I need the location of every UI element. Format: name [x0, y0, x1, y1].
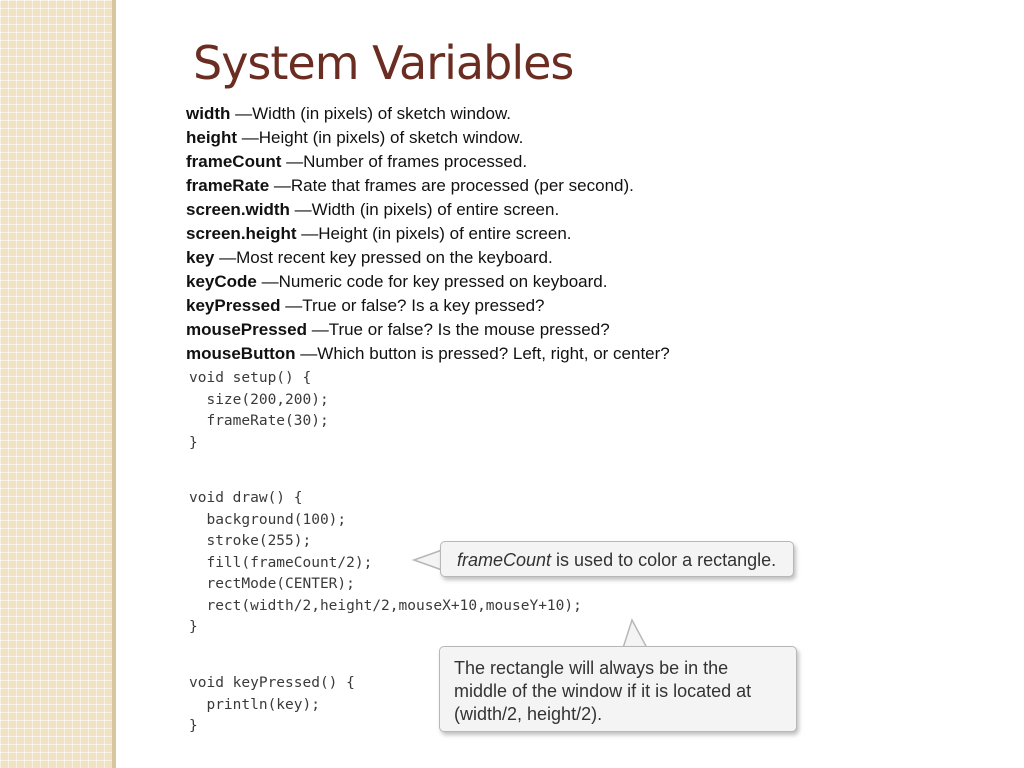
variable-description: —Rate that frames are processed (per second).: [273, 176, 634, 195]
code-block-keypressed: void keyPressed() { println(key); }: [189, 675, 355, 734]
variable-description: —Number of frames processed.: [286, 152, 528, 171]
callout-rectangle: [439, 646, 797, 732]
variable-item: [186, 294, 1006, 318]
variable-name: keyCode: [186, 272, 257, 291]
variable-item: [186, 246, 1006, 270]
variable-description: —True or false? Is the mouse pressed?: [311, 320, 610, 339]
variable-name: frameRate: [186, 176, 270, 195]
variable-name: height: [186, 128, 237, 147]
code-block-setup: void setup() { size(200,200); frameRate(30); }: [189, 370, 329, 451]
variable-name: width: [186, 104, 231, 123]
variable-description: —Width (in pixels) of entire screen.: [294, 200, 560, 219]
variable-name: frameCount: [186, 152, 282, 171]
callout-framecount-term: frameCount: [457, 550, 552, 570]
variable-name: mouseButton: [186, 344, 296, 363]
variable-name: mousePressed: [186, 320, 307, 339]
callout-rectangle-text: The rectangle will always be in the middle of the window if it is located at (width/2, height/2).: [454, 658, 752, 724]
variable-item: [186, 222, 1006, 246]
variable-name: key: [186, 248, 215, 267]
variable-item: [186, 318, 1006, 342]
callout-framecount: [440, 541, 794, 577]
variable-description: —True or false? Is a key pressed?: [285, 296, 545, 315]
decorative-side-strip: [0, 0, 112, 768]
variable-description: —Height (in pixels) of entire screen.: [301, 224, 572, 243]
variable-description: —Which button is pressed? Left, right, or center?: [300, 344, 670, 363]
variable-list: [186, 102, 1006, 366]
variable-item: [186, 102, 1006, 126]
slide-title: System Variables: [193, 36, 574, 90]
variable-item: [186, 150, 1006, 174]
variable-item: [186, 126, 1006, 150]
variable-description: —Height (in pixels) of sketch window.: [241, 128, 524, 147]
variable-name: screen.width: [186, 200, 290, 219]
variable-name: screen.height: [186, 224, 297, 243]
variable-name: keyPressed: [186, 296, 281, 315]
variable-description: —Most recent key pressed on the keyboard.: [219, 248, 553, 267]
callout-framecount-text: is used to color a rectangle.: [551, 550, 777, 570]
variable-item: [186, 342, 1006, 366]
variable-description: —Numeric code for key pressed on keyboard.: [261, 272, 608, 291]
variable-item: [186, 198, 1006, 222]
code-block-draw: void draw() { background(100); stroke(255); fill(frameCount/2); rectMode(CENTER); rect(width/2,height/2,mouseX+10,mouseY+10); }: [189, 490, 582, 635]
decorative-side-edge: [112, 0, 116, 768]
variable-description: —Width (in pixels) of sketch window.: [235, 104, 512, 123]
variable-item: [186, 270, 1006, 294]
variable-item: [186, 174, 1006, 198]
